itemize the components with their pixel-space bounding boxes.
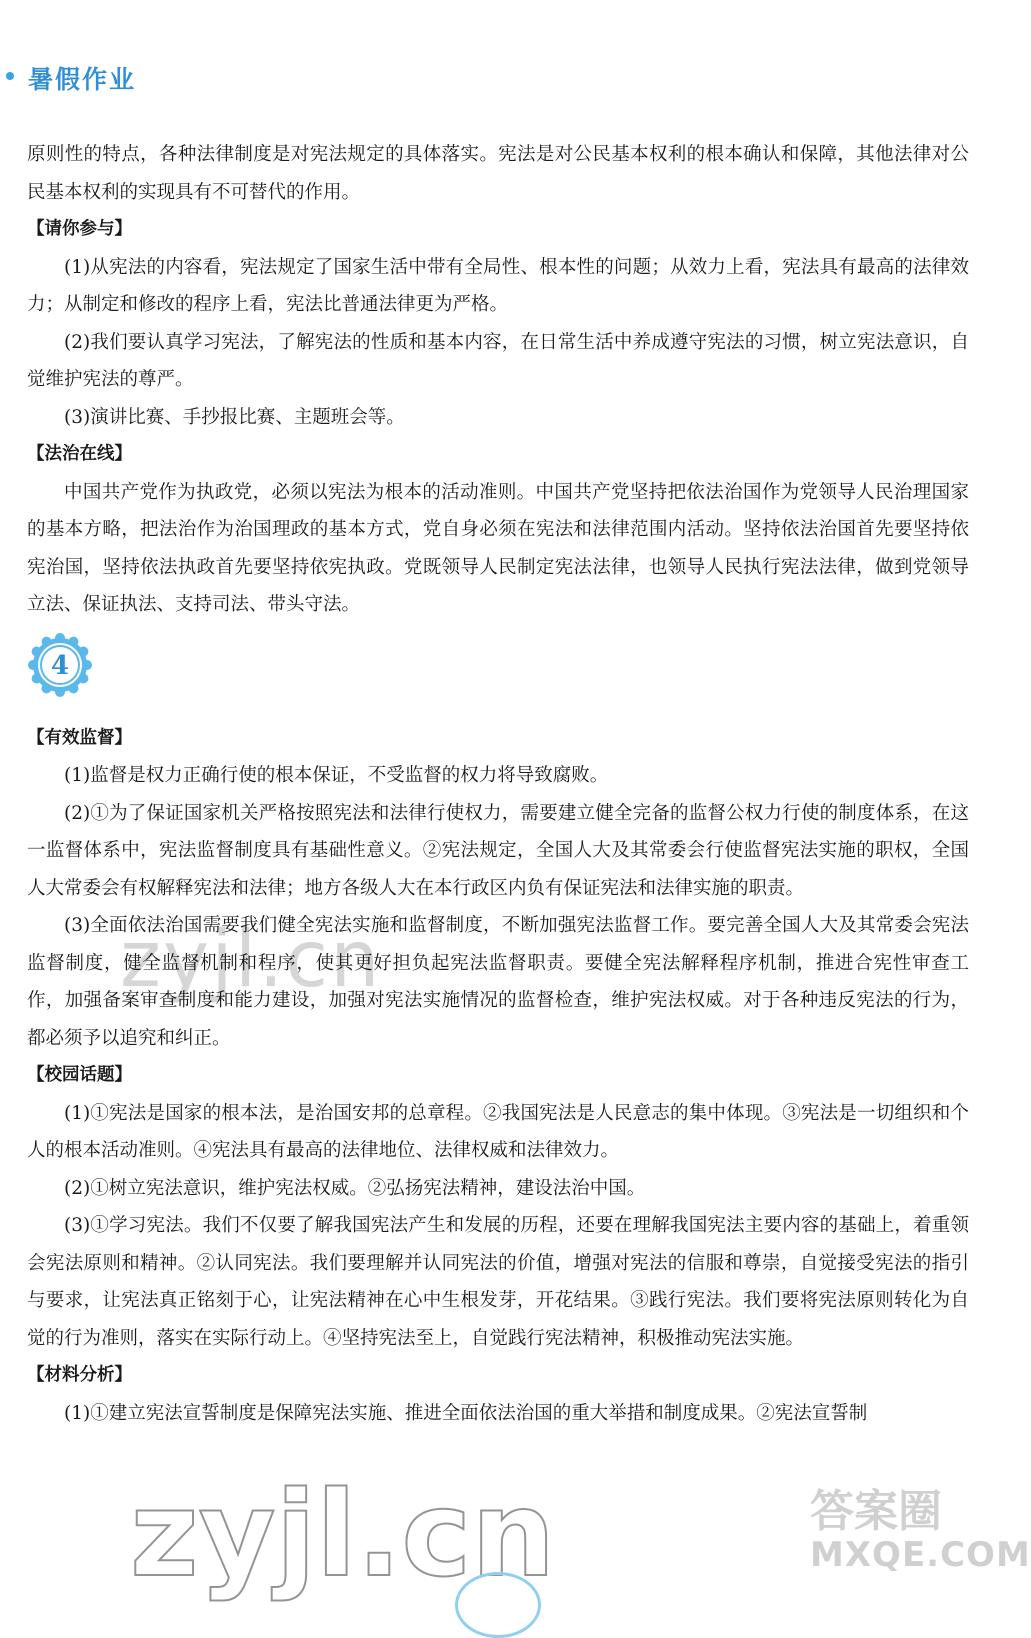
answer-item: (2)①为了保证国家机关严格按照宪法和法律行使权力，需要建立健全完备的监督公权力行使的制度体系，在这一监督体系中，宪法监督制度具有基础性意义。②宪法规定，全国人大及其常委会行使监督宪法实施的职权，全国人大常委会有权解释宪法和法律；地方各级人大在本行政区内负有保证宪法和法律实施的职责。 <box>27 802 969 899</box>
scalloped-badge-icon <box>27 632 93 698</box>
section-heading-qingnicanyu: 【请你参与】 <box>27 219 132 239</box>
answer-item: (1)从宪法的内容看，宪法规定了国家生活中带有全局性、根本性的问题；从效力上看，宪法具有最高的法律效力；从制定和修改的程序上看，宪法比普通法律更为严格。 <box>27 256 969 315</box>
answer-item: (1)①建立宪法宣誓制度是保障宪法实施、推进全面依法治国的重大举措和制度成果。②宪法宣誓制 <box>64 1402 868 1424</box>
answer-item: (1)监督是权力正确行使的根本保证，不受监督的权力将导致腐败。 <box>64 765 609 786</box>
section-heading-xiaoyuanhuati: 【校园话题】 <box>27 1065 132 1085</box>
document-body <box>27 136 969 1432</box>
watermark-text-large: zyjl.cn <box>130 1465 556 1603</box>
watermark-text: zyjl.cn <box>120 915 382 1005</box>
answer-item: (3)演讲比赛、手抄报比赛、主题班会等。 <box>64 406 405 428</box>
answer-item: 中国共产党作为执政党，必须以宪法为根本的活动准则。中国共产党坚持把依法治国作为党领导人民治理国家的基本方略，把法治作为治国理政的基本方式，党自身必须在宪法和法律范围内活动。坚持依法治国首先要坚持依宪治国，坚持依法执政首先要坚持依宪执政。党既领导人民制定宪法法律，也领导人民执行宪法法律，做到党领导立法、保证执法、支持司法、带头守法。 <box>27 481 969 615</box>
answer-item: (2)①树立宪法意识，维护宪法权威。②弘扬宪法精神，建设法治中国。 <box>64 1177 646 1199</box>
section-heading-fazhizaixian: 【法治在线】 <box>27 444 132 464</box>
answer-item: (1)①宪法是国家的根本法，是治国安邦的总章程。②我国宪法是人民意志的集中体现。③宪法是一切组织和个人的根本活动准则。④宪法具有最高的法律地位、法律权威和法律效力。 <box>27 1102 969 1161</box>
page-header-title: 暑假作业 <box>28 65 137 94</box>
header-marker <box>0 62 22 86</box>
badge-number: 4 <box>50 650 70 681</box>
watermark-logo-top: 答案圈 <box>810 1486 942 1537</box>
lesson-number-badge <box>27 624 969 720</box>
answer-item: (2)我们要认真学习宪法，了解宪法的性质和基本内容，在日常生活中养成遵守宪法的习惯，树立宪法意识，自觉维护宪法的尊严。 <box>27 331 969 390</box>
section-heading-youxiaojiandu: 【有效监督】 <box>27 727 132 748</box>
watermark-logo <box>810 1475 1031 1575</box>
answer-item: (3)全面依法治国需要我们健全宪法实施和监督制度，不断加强宪法监督工作。要完善全国人大及其常委会宪法监督制度，健全监督机制和程序，使其更好担负起宪法监督职责。要健全宪法解释程序机制，推进合宪性审查工作，加强备案审查制度和能力建设，加强对宪法实施情况的监督检查，维护宪法权威。对于各种违反宪法的行为，都必须予以追究和纠正。 <box>27 915 969 1049</box>
section-heading-cailiaofenxi: 【材料分析】 <box>27 1365 132 1385</box>
page-number-ornament <box>455 1572 541 1638</box>
intro-paragraph: 原则性的特点，各种法律制度是对宪法规定的具体落实。宪法是对公民基本权利的根本确认和保障，其他法律对公民基本权利的实现具有不可替代的作用。 <box>27 144 969 203</box>
answer-item: (3)①学习宪法。我们不仅要了解我国宪法产生和发展的历程，还要在理解我国宪法主要内容的基础上，着重领会宪法原则和精神。②认同宪法。我们要理解并认同宪法的价值，增强对宪法的信服和尊崇，自觉接受宪法的指引与要求，让宪法真正铭刻于心，让宪法精神在心中生根发芽，开花结果。③践行宪法。我们要将宪法原则转化为自觉的行为准则，落实在实际行动上。④坚持宪法至上，自觉践行宪法精神，积极推动宪法实施。 <box>27 1215 969 1349</box>
watermark-logo-bottom: MXQE.COM <box>810 1535 1031 1575</box>
